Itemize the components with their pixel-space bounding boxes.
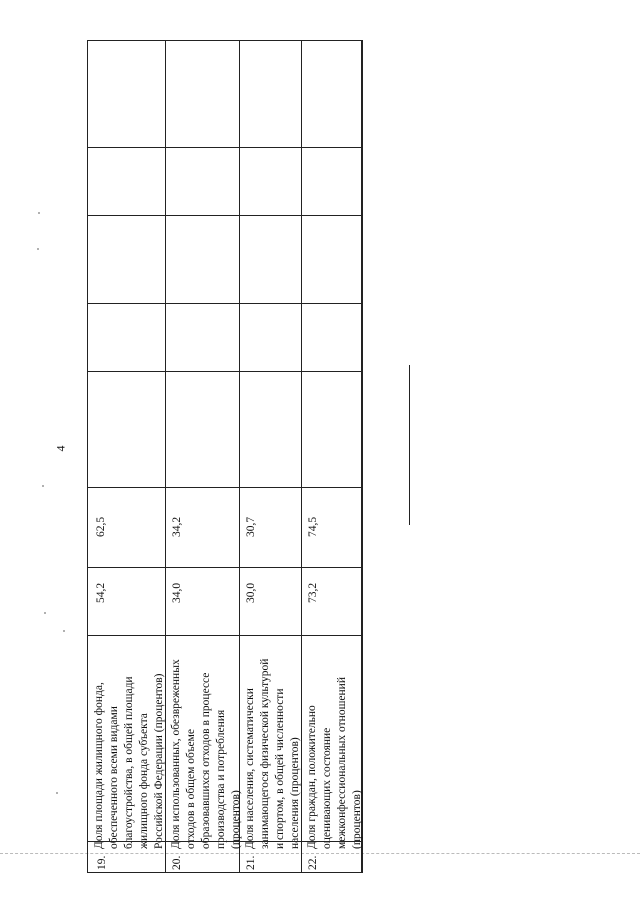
- column-divider: [88, 147, 362, 148]
- value-base: 30,0: [245, 582, 257, 603]
- table-row: [166, 41, 240, 872]
- indicator-title: Доля площади жилищного фонда, обеспеченного всеми видами благоустройства, в общей площади жилищного фонда субъекта Российской Федерации (процентов): [93, 673, 165, 849]
- value-target: 74,5: [307, 516, 319, 537]
- table-row: [302, 41, 362, 872]
- value-target: 34,2: [171, 516, 183, 537]
- column-divider: [88, 303, 362, 304]
- column-divider: [88, 841, 362, 842]
- value-base: 54,2: [95, 582, 107, 603]
- scan-speck: [56, 792, 58, 794]
- table-row: [88, 41, 166, 872]
- table-row: [240, 41, 302, 872]
- indicator-title: Доля населения, систематически занимающегося физической культурой и спортом, в общей численности населения (процентов): [244, 658, 301, 849]
- indicators-table: [87, 40, 363, 873]
- column-divider: [88, 487, 362, 488]
- scan-speck: [37, 248, 39, 250]
- indicator-title: Доля граждан, положительно оценивающих состояние межконфессиональных отношений (процентов): [306, 677, 363, 849]
- column-divider: [88, 215, 362, 216]
- column-divider: [88, 371, 362, 372]
- scan-speck: [38, 212, 40, 214]
- signature-line: [409, 365, 410, 525]
- row-number: 19.: [96, 855, 108, 870]
- row-number: 21.: [245, 855, 257, 870]
- indicator-title: Доля использованных, обезвреженных отходов в общем объеме образовавшихся отходов в процессе производства и потребления (процентов): [170, 659, 242, 849]
- scan-speck: [63, 630, 65, 632]
- value-target: 30,7: [245, 516, 257, 537]
- value-base: 34,0: [171, 582, 183, 603]
- scan-speck: [44, 612, 46, 614]
- value-target: 62,5: [95, 516, 107, 537]
- page-number: 4: [53, 445, 68, 452]
- row-number: 20.: [171, 855, 183, 870]
- row-number: 22.: [307, 855, 319, 870]
- scan-speck: [42, 485, 44, 487]
- column-divider: [88, 635, 362, 636]
- value-base: 73,2: [307, 582, 319, 603]
- column-divider: [88, 567, 362, 568]
